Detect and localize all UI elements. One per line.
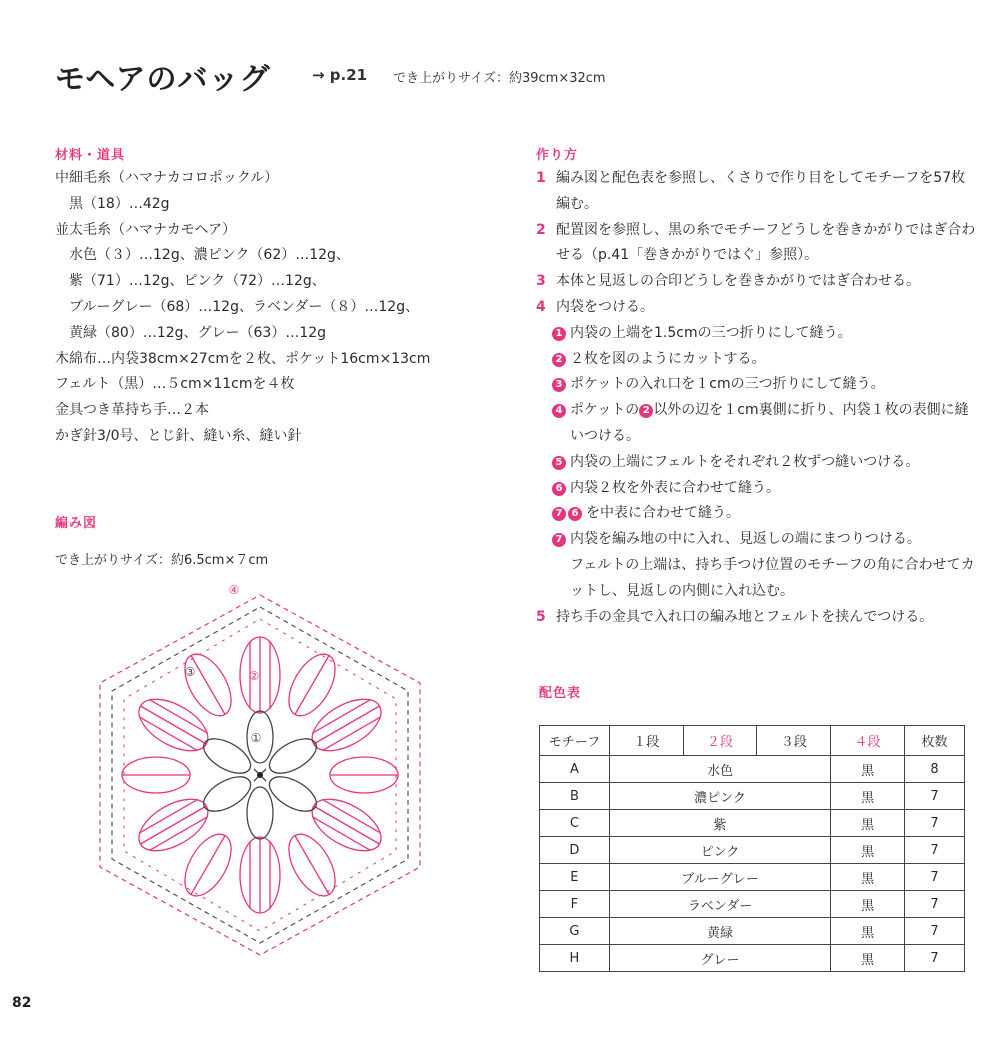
- color-table: [539, 725, 965, 972]
- materials-heading: 材料・道具: [55, 148, 126, 163]
- step-1: 1 編み図と配色表を参照し、くさりで作り目をしてモチーフを57枚編む。: [536, 170, 966, 212]
- col-round2: ２段: [683, 726, 757, 756]
- substep-8: 7 内袋を編み地の中に入れ、見返しの端にまつりつける。: [536, 527, 976, 553]
- table-row: E ブルーグレー 黒 7: [540, 864, 965, 891]
- diagram-heading: 編み図: [55, 516, 98, 531]
- round-label-1: ①: [250, 731, 262, 745]
- col-count: 枚数: [905, 726, 965, 756]
- step-5: 5 持ち手の金具で入れ口の編み地とフェルトを挟んでつける。: [536, 608, 934, 625]
- table-row: B 濃ピンク 黒 7: [540, 783, 965, 810]
- material-line: 並太毛糸（ハマナカモヘア）: [55, 221, 237, 238]
- inline-mark: 2: [639, 404, 653, 418]
- material-line: 黒（18）…42g: [69, 195, 170, 212]
- table-row: H グレー 黒 7: [540, 945, 965, 972]
- color-table-heading: 配色表: [539, 686, 582, 701]
- material-line: かぎ針3/0号、とじ針、縫い糸、縫い針: [55, 427, 302, 444]
- round-label-2: ②: [248, 669, 260, 683]
- material-line: 中細毛糸（ハマナカコロポックル）: [55, 170, 279, 186]
- col-motif: モチーフ: [540, 726, 610, 756]
- table-row: D ピンク 黒 7: [540, 837, 965, 864]
- round-label-4: ④: [228, 583, 240, 597]
- material-line: 木綿布…内袋38cm×27cmを２枚、ポケット16cm×13cm: [55, 350, 431, 367]
- substep-3: 3 ポケットの入れ口を１cmの三つ折りにして縫う。: [536, 372, 976, 398]
- col-round4: ４段: [831, 726, 905, 756]
- round-label-3: ③: [184, 665, 196, 679]
- table-row: G 黄緑 黒 7: [540, 918, 965, 945]
- substep-7: 7 6 を中表に合わせて縫う。: [536, 501, 976, 527]
- diagram-size: でき上がりサイズ：約6.5cm×７cm: [55, 553, 269, 568]
- table-row: F ラベンダー 黒 7: [540, 891, 965, 918]
- substep-4: 4 ポケットの 2 以外の辺を１cm裏側に折り、内袋１枚の表側に縫いつける。: [536, 398, 976, 450]
- step-2: 2 配置図を参照し、黒の糸でモチーフどうしを巻きかがりではぎ合わせる（p.41「巻きかがりではぐ」参照）。: [536, 221, 976, 264]
- step-3: 3 本体と見返しの合印どうしを巻きかがりではぎ合わせる。: [536, 273, 920, 290]
- col-round3: ３段: [757, 726, 831, 756]
- substep-5: 5 内袋の上端にフェルトをそれぞれ２枚ずつ縫いつける。: [536, 450, 976, 476]
- page-title: モヘアのバッグ: [55, 62, 271, 97]
- material-line: 金具つき革持ち手…２本: [55, 402, 209, 419]
- substep-8-continued: フェルトの上端は、持ち手つけ位置のモチーフの角に合わせてカットし、見返しの内側に入れ込む。: [570, 556, 975, 599]
- materials-list: [55, 166, 430, 450]
- material-line: 水色（３）…12g、濃ピンク（62）…12g、: [69, 247, 350, 264]
- material-line: 紫（71）…12g、ピンク（72）…12g、: [69, 273, 326, 290]
- finished-size: でき上がりサイズ：約39cm×32cm: [393, 71, 606, 86]
- col-round1: １段: [609, 726, 683, 756]
- material-line: フェルト（黒）…５cm×11cmを４枚: [55, 376, 295, 393]
- table-row: A 水色 黒 8: [540, 756, 965, 783]
- crochet-chart-diagram: [80, 580, 450, 980]
- page-number: 82: [12, 995, 32, 1011]
- step-4: 4 内袋をつける。: [536, 298, 654, 315]
- method-steps: [536, 166, 976, 630]
- material-line: ブルーグレー（68）…12g、ラベンダー（８）…12g、: [69, 298, 420, 315]
- center-point: [257, 772, 263, 778]
- material-line: 黄緑（80）…12g、グレー（63）…12g: [69, 324, 327, 341]
- substep-1: 1 内袋の上端を1.5cmの三つ折りにして縫う。: [536, 321, 976, 347]
- substep-6: 6 内袋２枚を外表に合わせて縫う。: [536, 476, 976, 502]
- page-reference: → p.21: [312, 66, 368, 84]
- table-header-row: [540, 726, 965, 756]
- table-row: C 紫 黒 7: [540, 810, 965, 837]
- substep-2: 2 ２枚を図のようにカットする。: [536, 347, 976, 373]
- method-heading: 作り方: [536, 148, 579, 163]
